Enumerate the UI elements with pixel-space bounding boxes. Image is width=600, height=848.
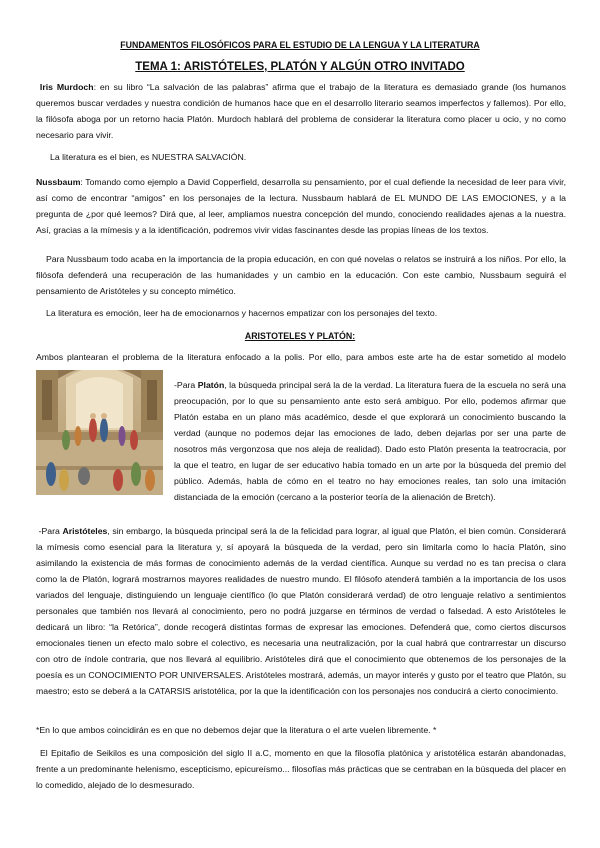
section-intro: Ambos plantearan el problema de la literatura enfocado a la polis. Por ello, para ambos este arte ha de estar sometido al modelo [36,352,566,362]
nussbaum-text: : Tomando como ejemplo a David Copperfield, desarrolla su pensamiento, por el cual defiende la necesidad de leer para vivir, así como de encontrar “amigos” en los personajes de la lectura. Nussbaum hablará de EL MUNDO DE LAS EMOCIONES, y a la pregunta de ¿por qué leemos? Dirá que, al leer, ampliamos nuestra concepción del mundo, conociendo realidades ajenas a la nuestra. Así, gracias a la mímesis y a la identificación, podremos vivir vidas fascinantes desde las propias líneas de los textos. [36,177,566,235]
topic-title: TEMA 1: ARISTÓTELES, PLATÓN Y ALGÚN OTRO INVITADO [135,61,465,73]
section-title: ARISTOTELES Y PLATÓN: [244,331,356,341]
nussbaum-paragraph [36,174,566,238]
school-of-athens-image [36,370,163,495]
murdoch-conclusion: La literatura es el bien, es NUESTRA SALVACIÓN. [50,152,247,162]
murdoch-name: Iris Murdoch [39,82,94,92]
aristoteles-paragraph [36,523,566,699]
platon-prefix: -Para [174,380,198,390]
aristoteles-name: Aristóteles [62,526,108,536]
nussbaum-conclusion: La literatura es emoción, leer ha de emocionarnos y hacernos empatizar con los personajes del texto. [46,308,438,318]
course-title: FUNDAMENTOS FILOSÓFICOS PARA EL ESTUDIO DE LA LENGUA Y LA LITERATURA [120,40,480,50]
nussbaum-name: Nussbaum [36,177,81,187]
epitafio-paragraph: El Epitafio de Seikilos es una composición del siglo II a.C, momento en que la filosofía platónica y aristotélica estarán abandonadas, frente a un predominante helenismo, escepticismo, epicureísmo... filosofías más prácticas que se centraban en la búsqueda del placer en lo comedido, alejado de lo desmesurado. [36,748,566,790]
coincidence-note: *En lo que ambos coincidirán es en que no debemos dejar que la literatura o el arte vuelen libremente. * [36,725,437,735]
murdoch-paragraph [36,79,566,143]
fresco-illustration [36,370,163,495]
murdoch-text: : en su libro “La salvación de las palabras” afirma que el trabajo de la literatura es demasiado grande (los humanos queremos buscar verdades y nuestra condición de humanos hace que en el desarrollo literario seamos imperfectos y fallemos). Por ello, la filósofa aboga por un retorno hacia Platón. Murdoch hablará del problema de considerar la literatura como placer u ocio, y no como necesario para vivir. [36,82,566,140]
platon-paragraph [174,377,566,505]
aristoteles-prefix: -Para [38,526,63,536]
platon-text: , la búsqueda principal será la de la verdad. La literatura fuera de la escuela no será una preocupación, por lo que su pensamiento ante esto será ambiguo. Por ello, podemos afirmar que Platón estaba en un plano más académico, desde el que explorará un conocimiento buscando la verdad (aunque no podemos dejar las emociones de lado, deben dejarlas por ser una parte de nosotros más vergonzosa que nos aleja de realidad). Dado esto Platón presenta la teatrocracia, por la que el teatro, en lugar de ser educativo había tomado en un arte por la búsqueda del premio del público. Además, habla de cómo en el teatro no hay emociones reales, tan solo una imitación distanciada de la emoción (cercano a la posterior teoría de la alienación de Bretch). [174,380,566,502]
aristoteles-text: , sin embargo, la búsqueda principal será la de la felicidad para lograr, al igual que Platón, el bien común. Considerará la mímesis como esencial para la literatura y, sí apoyará la búsqueda de la verdad, pero sin limitarla como lo hacía Platón, sino asimilando la existencia de más formas de conocimiento además de la verdad científica. Aunque su verdad no es tan precisa o clara como la de Platón, logrará mostrarnos mayores realidades de nuestro mundo. El filósofo atenderá también a la importancia de los usos variados del lenguaje, distinguiendo un lenguaje científico (lo que Platón considerará verdad) de otro lenguaje relativo a sentimientos personales que también nos llevará al conocimiento, pero no podrá juzgarse en términos de verdad o falsedad. A esto Aristóteles le dedicará un libro: “la Retórica”, donde recogerá distintas formas de expresar las emociones. Defenderá que, como ciertos discursos emocionales tienen un efecto malo sobre el colectivo, es necesaria una neutralización, por la cual habrá que contrarrestar un discurso con otro de índole contraria, que nos llevará al equilibrio. Aristóteles dirá que el conocimiento que obtenemos de los personajes de la poesía es un CONOCIMIENTO POR UNIVERSALES. Aristóteles mostrará, además, un mayor interés y gusto por el teatro que Platón, su maestro; esto se deberá a la CATARSIS aristotélica, por la que la identificación con los personajes nos conducirá a cierto conocimiento. [36,526,566,696]
nussbaum-education-paragraph: Para Nussbaum todo acaba en la importancia de la propia educación, en con qué novelas o relatos se instruirá a los niños. Por ello, la filósofa defenderá una recuperación de las humanidades y un cambio en la educación. Con este cambio, Nussbaum seguirá el pensamiento de Aristóteles y su concepto mimético. [36,254,566,296]
platon-name: Platón [197,380,225,390]
